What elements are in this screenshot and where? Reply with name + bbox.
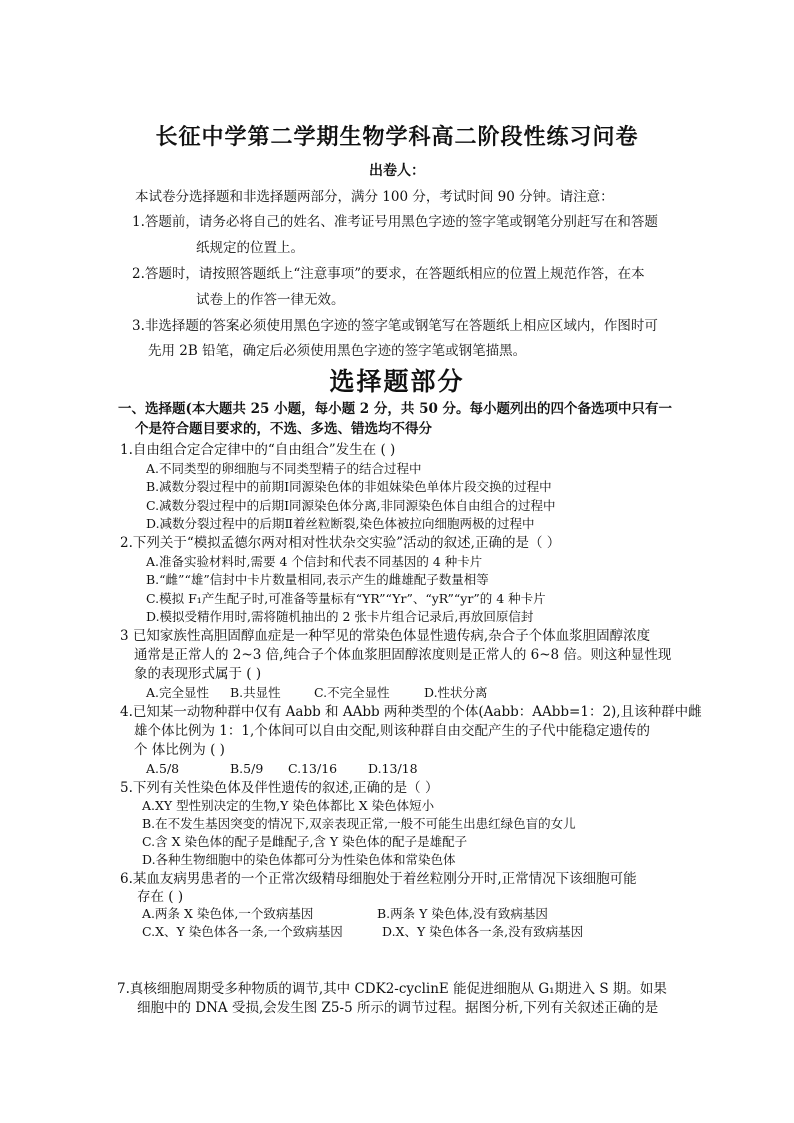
- question-6-line-1: 6.某血友病男患者的一个正常次级精母细胞处于着丝粒刚分开时,正常情况下该细胞可能: [120, 871, 637, 887]
- question-6-option-a: A.两条 X 染色体,一个致病基因: [142, 906, 314, 921]
- question-7-line-2: 细胞中的 DNA 受损,会发生图 Z5-5 所示的调节过程。据图分析,下列有关叙述正确的是: [137, 1000, 659, 1016]
- question-4-line-2: 雄个体比例为 1：1,个体间可以自由交配,则该种群自由交配产生的子代中能稳定遗传的: [134, 723, 651, 739]
- question-5-option-c: C.含 X 染色体的配子是雌配子,含 Y 染色体的配子是雄配子: [142, 834, 468, 849]
- question-1-option-d: D.减数分裂过程中的后期Ⅱ着丝粒断裂,染色体被拉向细胞两极的过程中: [146, 516, 535, 531]
- section-heading-line-1: 一、选择题(本大题共 25 小题，每小题 2 分，共 50 分。每小题列出的四个备选项中只有一: [118, 401, 673, 417]
- question-5-option-b: B.在不发生基因突变的情况下,双亲表现正常,一般不可能生出患红绿色盲的女儿: [142, 816, 576, 831]
- question-3-option-b: B.共显性: [230, 685, 281, 700]
- question-4-line-1: 4.已知某一动物种群中仅有 Aabb 和 AAbb 两种类型的个体(Aabb：AAbb=1：2),且该种群中雌: [120, 704, 702, 720]
- question-3-option-c: C.不完全显性: [314, 685, 390, 700]
- note-1-line-1: 1.答题前，请务必将自己的姓名、准考证号用黑色字迹的签字笔或钢笔分别赶写在和答题: [132, 214, 658, 230]
- question-2-option-c: C.模拟 F₁产生配子时,可准备等量标有“YR”“Yr”、“yR”“yr”的 4 种卡片: [146, 591, 546, 606]
- question-6-option-b: B.两条 Y 染色体,没有致病基因: [377, 906, 548, 921]
- question-4-option-a: A.5/8: [146, 761, 180, 776]
- intro-text: 本试卷分选择题和非选择题两部分，满分 100 分，考试时间 90 分钟。请注意：: [135, 189, 614, 205]
- question-3-option-d: D.性状分离: [424, 685, 488, 700]
- note-3-line-1: 3.非选择题的答案必须使用黑色字迹的签字笔或钢笔写在答题纸上相应区域内，作图时可: [132, 318, 658, 334]
- note-2-line-1: 2.答题时，请按照答题纸上“注意事项”的要求，在答题纸相应的位置上规范作答，在本: [132, 266, 645, 282]
- question-4-option-b: B.5/9: [230, 761, 264, 776]
- question-4-line-3: 个 体比例为 ( ): [134, 742, 225, 758]
- question-3-line-2: 通常是正常人的 2~3 倍,纯合子个体血浆胆固醇浓度则是正常人的 6~8 倍。则这种显性现: [134, 647, 672, 663]
- question-7-line-1: 7.真核细胞周期受多种物质的调节,其中 CDK2-cyclinE 能促进细胞从 G₁期进入 S 期。如果: [117, 981, 667, 997]
- question-1-option-a: A.不同类型的卵细胞与不同类型精子的结合过程中: [146, 461, 422, 476]
- note-1-line-2: 纸规定的位置上。: [196, 240, 304, 256]
- question-6-option-c: C.X、Y 染色体各一条,一个致病基因: [142, 924, 343, 939]
- section-title: 选择题部分: [329, 367, 465, 396]
- question-1-option-c: C.减数分裂过程中的后期Ⅰ同源染色体分离,非同源染色体自由组合的过程中: [146, 498, 556, 513]
- question-5-stem: 5.下列有关性染色体及伴性遗传的叙述,正确的是（ ）: [120, 780, 439, 796]
- question-6-option-d: D.X、Y 染色体各一条,没有致病基因: [382, 924, 584, 939]
- question-3-options: [146, 684, 488, 703]
- question-3-option-a: A.完全显性: [146, 685, 210, 700]
- page-title: 长征中学第二学期生物学科高二阶段性练习问卷: [155, 124, 639, 150]
- note-3-line-2: 先用 2B 铅笔，确定后必须使用黑色字迹的签字笔或钢笔描黑。: [148, 343, 527, 359]
- question-1-stem: 1.自由组合定合定律中的“自由组合”发生在 ( ): [120, 442, 396, 458]
- question-1-option-b: B.减数分裂过程中的前期Ⅰ同源染色体的非姐妹染色单体片段交换的过程中: [146, 479, 552, 494]
- question-2-option-b: B.“雌”“雄”信封中卡片数量相同,表示产生的雌雄配子数量相等: [146, 572, 489, 587]
- question-3-line-3: 象的表现形式属于 ( ): [134, 666, 262, 682]
- question-2-option-a: A.准备实验材料时,需要 4 个信封和代表不同基因的 4 种卡片: [146, 554, 483, 569]
- question-4-options: [146, 760, 418, 779]
- question-4-option-d: D.13/18: [368, 761, 418, 776]
- question-2-option-d: D.模拟受精作用时,需将随机抽出的 2 张卡片组合记录后,再放回原信封: [146, 609, 534, 624]
- question-4-option-c: C.13/16: [288, 761, 338, 776]
- question-2-stem: 2.下列关于“模拟孟德尔两对相对性状杂交实验”活动的叙述,正确的是（ ）: [120, 535, 561, 551]
- section-heading-line-2: 个是符合题目要求的，不选、多选、错选均不得分: [135, 421, 432, 437]
- question-5-option-d: D.各种生物细胞中的染色体都可分为性染色体和常染色体: [142, 852, 456, 867]
- question-3-line-1: 3 已知家族性高胆固醇血症是一种罕见的常染色体显性遗传病,杂合子个体血浆胆固醇浓度: [120, 628, 651, 644]
- question-5-option-a: A.XY 型性别决定的生物,Y 染色体都比 X 染色体短小: [142, 798, 435, 813]
- note-2-line-2: 试卷上的作答一律无效。: [196, 292, 345, 308]
- author-line: 出卷人：: [369, 163, 425, 179]
- question-6-line-2: 存在 ( ): [137, 889, 184, 905]
